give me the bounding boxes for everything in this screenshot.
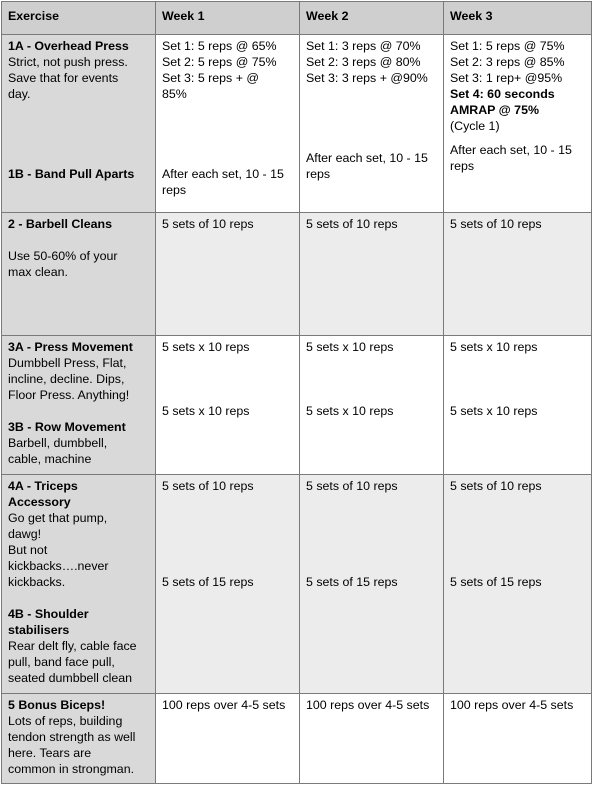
exercise-note: day. [8,87,31,101]
exercise-note: max clean. [8,265,68,279]
exercise-title: 5 Bonus Biceps! [8,698,106,712]
set-line: 5 sets x 10 reps [450,340,538,354]
exercise-note: kickbacks. [8,575,66,589]
exercise-note: Barbell, dumbbell, [8,436,108,450]
week-1-cell [156,336,300,475]
exercise-title: 3B - Row Movement [8,420,126,434]
exercise-note: tendon strength as well [8,730,136,744]
set-line: 5 sets of 15 reps [162,575,254,589]
week-3-cell: 5 sets of 10 reps [444,213,592,336]
set-line: Set 1: 3 reps @ 70% [306,39,421,53]
exercise-note: But not [8,543,48,557]
set-line: Set 2: 3 reps @ 85% [450,55,565,69]
week-2-cell: 5 sets of 10 reps [300,213,444,336]
set-line: Set 2: 3 reps @ 80% [306,55,421,69]
exercise-title: Accessory [8,495,71,509]
week-2-cell [300,475,444,694]
header-week-3: Week 3 [444,2,592,35]
exercise-note: pull, band face pull, [8,655,115,669]
table-row [2,336,592,475]
set-line: 5 sets x 10 reps [306,404,394,418]
exercise-title: 1B - Band Pull Aparts [8,167,135,181]
header-week-2: Week 2 [300,2,444,35]
set-line: 5 sets x 10 reps [162,404,250,418]
exercise-title: stabilisers [8,623,70,637]
exercise-cell [2,35,156,213]
exercise-note: Use 50-60% of your [8,249,118,263]
exercise-note: Dumbbell Press, Flat, [8,356,127,370]
set-line: Set 1: 5 reps @ 75% [450,39,565,53]
table-row [2,475,592,694]
exercise-note: seated dumbbell clean [8,671,132,685]
week-3-cell [444,35,592,213]
set-line: Set 3: 5 reps + @ [162,71,259,85]
exercise-note: Floor Press. Anything! [8,388,130,402]
program-table [1,1,592,784]
set-line: 85% [162,87,187,101]
exercise-note: common in strongman. [8,762,135,776]
week-1-cell [156,475,300,694]
table-row [2,694,592,784]
set-line: Set 1: 5 reps @ 65% [162,39,277,53]
set-line: After each set, 10 - 15 [162,167,284,181]
set-line: reps [162,183,187,197]
set-note: (Cycle 1) [450,119,500,133]
table-row [2,213,592,336]
set-line: 5 sets of 15 reps [306,575,398,589]
exercise-title: 1A - Overhead Press [8,39,129,53]
set-line: Set 3: 3 reps + @90% [306,71,428,85]
header-row [2,2,592,35]
week-1-cell: 100 reps over 4-5 sets [156,694,300,784]
week-2-cell [300,35,444,213]
exercise-cell [2,336,156,475]
exercise-note: incline, decline. Dips, [8,372,125,386]
exercise-title: 4A - Triceps [8,479,78,493]
set-line: AMRAP @ 75% [450,103,539,117]
exercise-note: Strict, not push press. [8,55,128,69]
exercise-note: kickbacks….never [8,559,109,573]
exercise-note: here. Tears are [8,746,92,760]
exercise-note: Rear delt fly, cable face [8,639,137,653]
exercise-title: 3A - Press Movement [8,340,133,354]
set-line: Set 4: 60 seconds [450,87,555,101]
exercise-title: 4B - Shoulder [8,607,89,621]
week-1-cell [156,35,300,213]
week-2-cell: 100 reps over 4-5 sets [300,694,444,784]
set-line: After each set, 10 - 15 [450,143,572,157]
set-line: 5 sets x 10 reps [162,340,250,354]
set-line: 5 sets of 10 reps [306,479,398,493]
set-line: reps [306,167,331,181]
set-line: Set 2: 5 reps @ 75% [162,55,277,69]
week-3-cell [444,336,592,475]
exercise-note: cable, machine [8,452,92,466]
header-exercise: Exercise [2,2,156,35]
exercise-note: Lots of reps, building [8,714,123,728]
set-line: After each set, 10 - 15 [306,151,428,165]
exercise-note: Go get that pump, [8,511,108,525]
exercise-cell [2,213,156,336]
set-line: 5 sets of 10 reps [450,479,542,493]
set-line: 5 sets of 15 reps [450,575,542,589]
exercise-cell [2,694,156,784]
set-line: 5 sets of 10 reps [162,479,254,493]
header-week-1: Week 1 [156,2,300,35]
set-line: Set 3: 1 rep+ @95% [450,71,563,85]
exercise-title: 2 - Barbell Cleans [8,217,112,231]
table-row [2,35,592,213]
exercise-cell [2,475,156,694]
exercise-note: dawg! [8,527,42,541]
exercise-note: Save that for events [8,71,119,85]
week-3-cell: 100 reps over 4-5 sets [444,694,592,784]
week-1-cell: 5 sets of 10 reps [156,213,300,336]
set-line: reps [450,159,475,173]
set-line: 5 sets x 10 reps [306,340,394,354]
week-3-cell [444,475,592,694]
set-line: 5 sets x 10 reps [450,404,538,418]
week-2-cell [300,336,444,475]
